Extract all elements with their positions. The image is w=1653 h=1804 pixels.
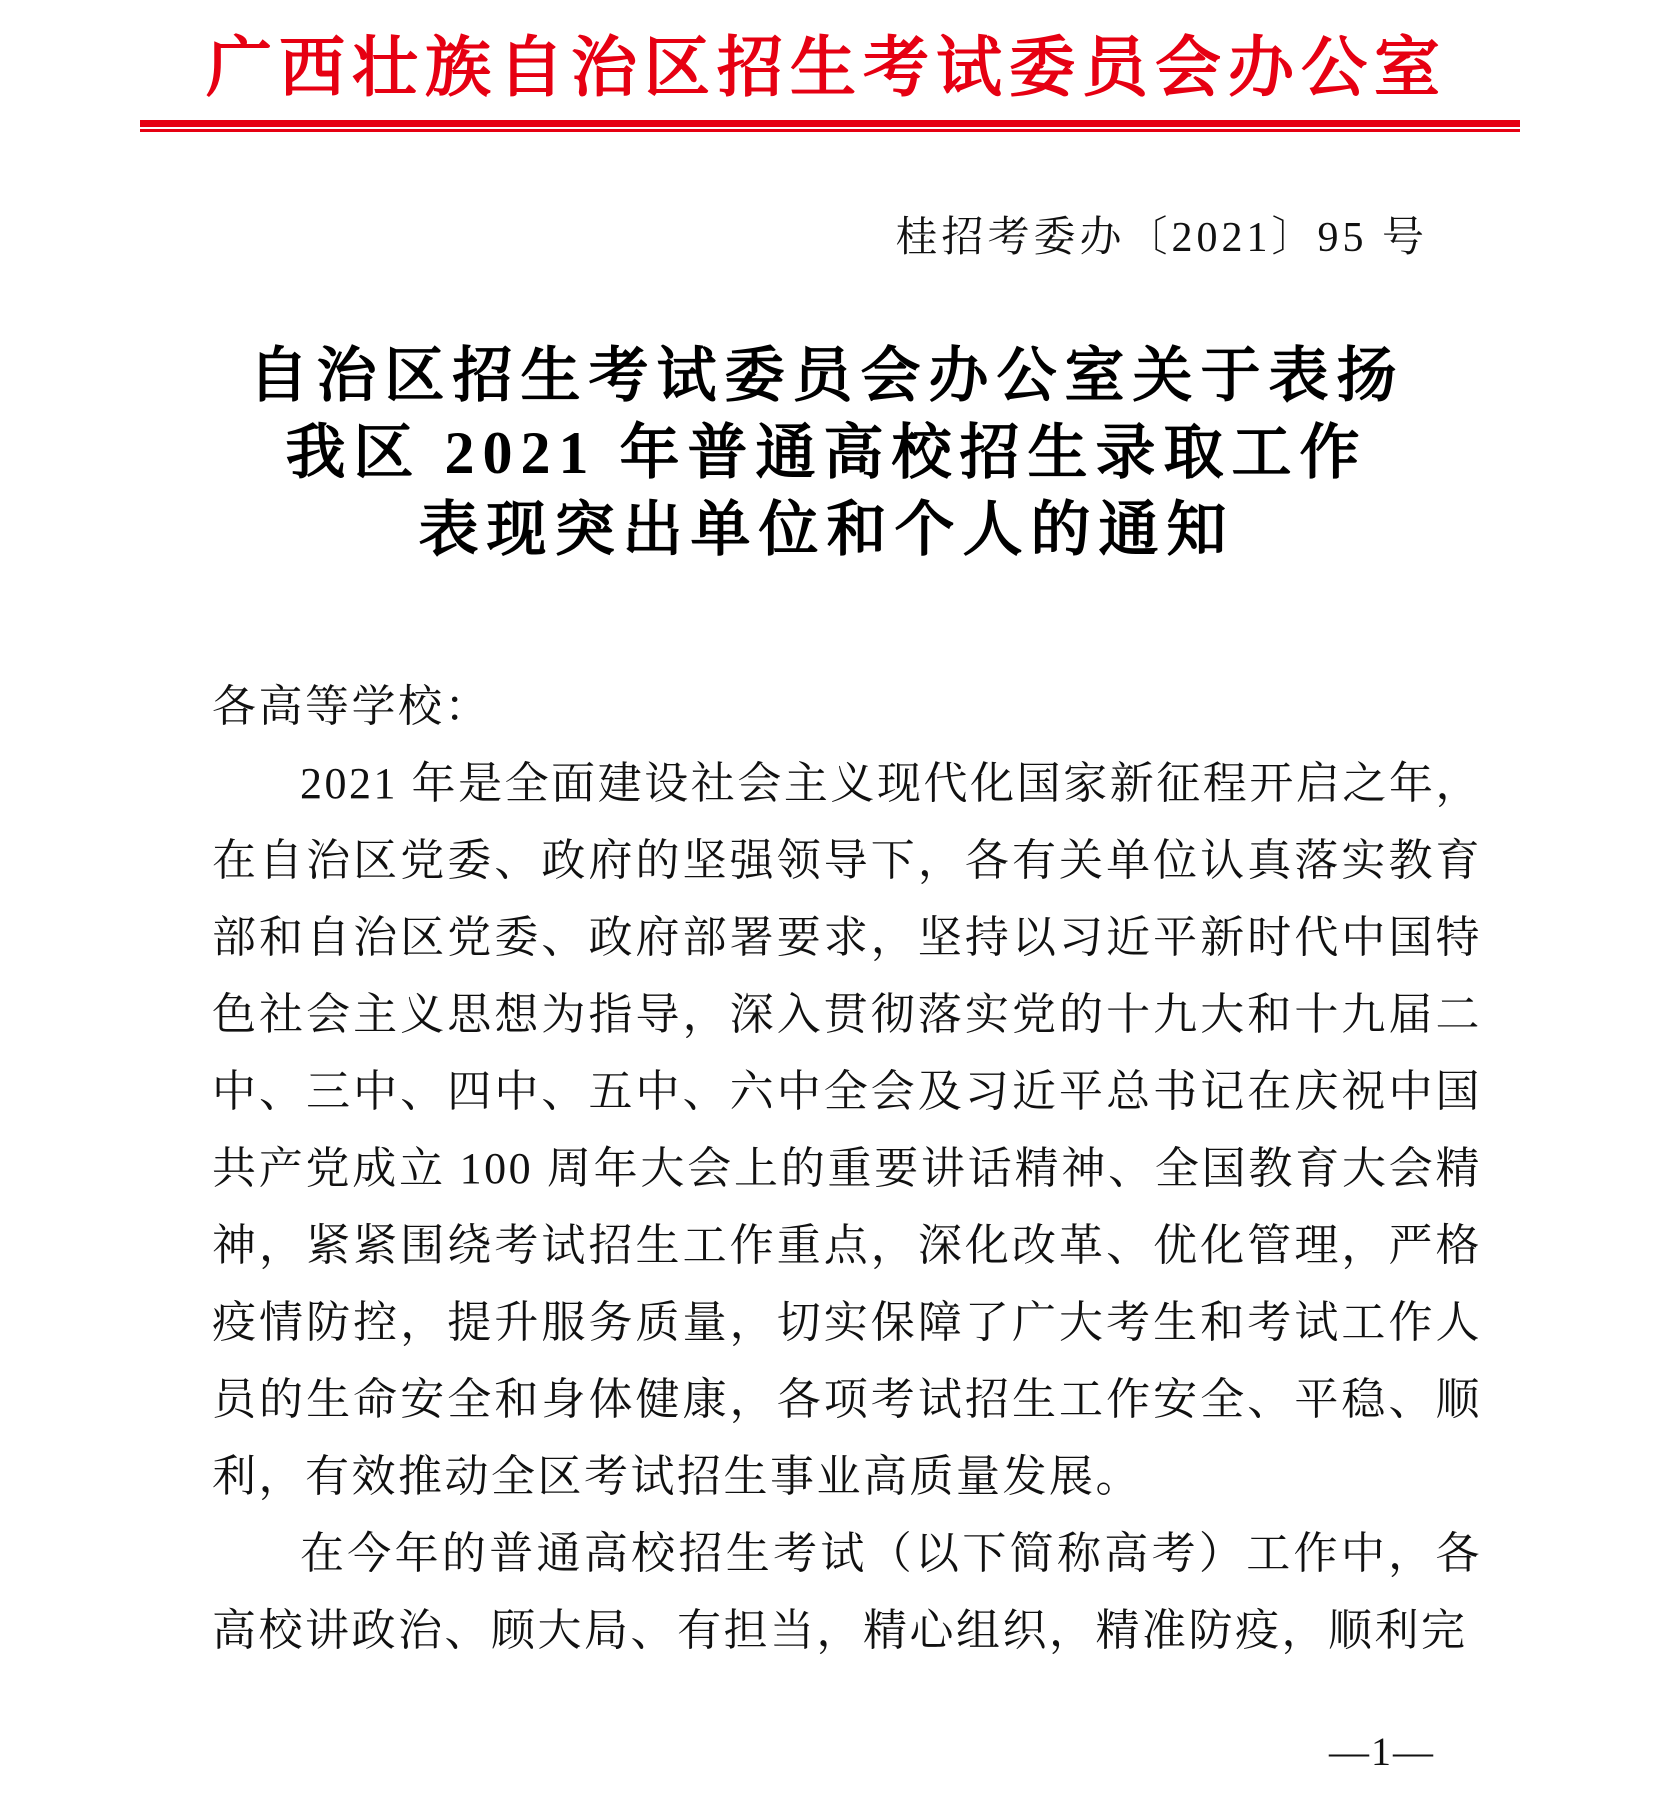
letterhead-org-name: 广西壮族自治区招生考试委员会办公室 [206, 32, 1447, 105]
body-paragraph-2: 在今年的普通高校招生考试（以下简称高考）工作中，各高校讲政治、顾大局、有担当，精心组织，精准防疫，顺利完 [212, 1529, 1482, 1655]
notice-title-line-3: 表现突出单位和个人的通知 [418, 497, 1235, 563]
body-paragraph-1: 2021 年是全面建设社会主义现代化国家新征程开启之年，在自治区党委、政府的坚强领导下，各有关单位认真落实教育部和自治区党委、政府部署要求，坚持以习近平新时代中国特色社会主义思想为指导，深入贯彻落实党的十九大和十九届二中、三中、四中、五中、六中全会及习近平总书记在庆祝中国共产党成立 100 周年大会上的重要讲话精神、全国教育大会精神，紧紧围绕考试招生工作重点，深化改革、优化管理，严格疫情防控，提升服务质量，切实保障了广大考生和考试工作人员的生命安全和身体健康，各项考试招生工作安全、平稳、顺利，有效推动全区考试招生事业高质量发展。 [212, 759, 1482, 1501]
salutation-line: 各高等学校： [212, 682, 491, 731]
notice-title-line-2: 我区 2021 年普通高校招生录取工作 [285, 420, 1368, 486]
letterhead-divider-rule [140, 120, 1520, 132]
page-number: —1— [1329, 1729, 1435, 1774]
notice-title [0, 338, 1653, 569]
document-reference-number: 桂招考委办〔2021〕95 号 [895, 215, 1428, 261]
notice-body [212, 668, 1482, 1669]
notice-title-line-1: 自治区招生考试委员会办公室关于表扬 [248, 343, 1405, 409]
